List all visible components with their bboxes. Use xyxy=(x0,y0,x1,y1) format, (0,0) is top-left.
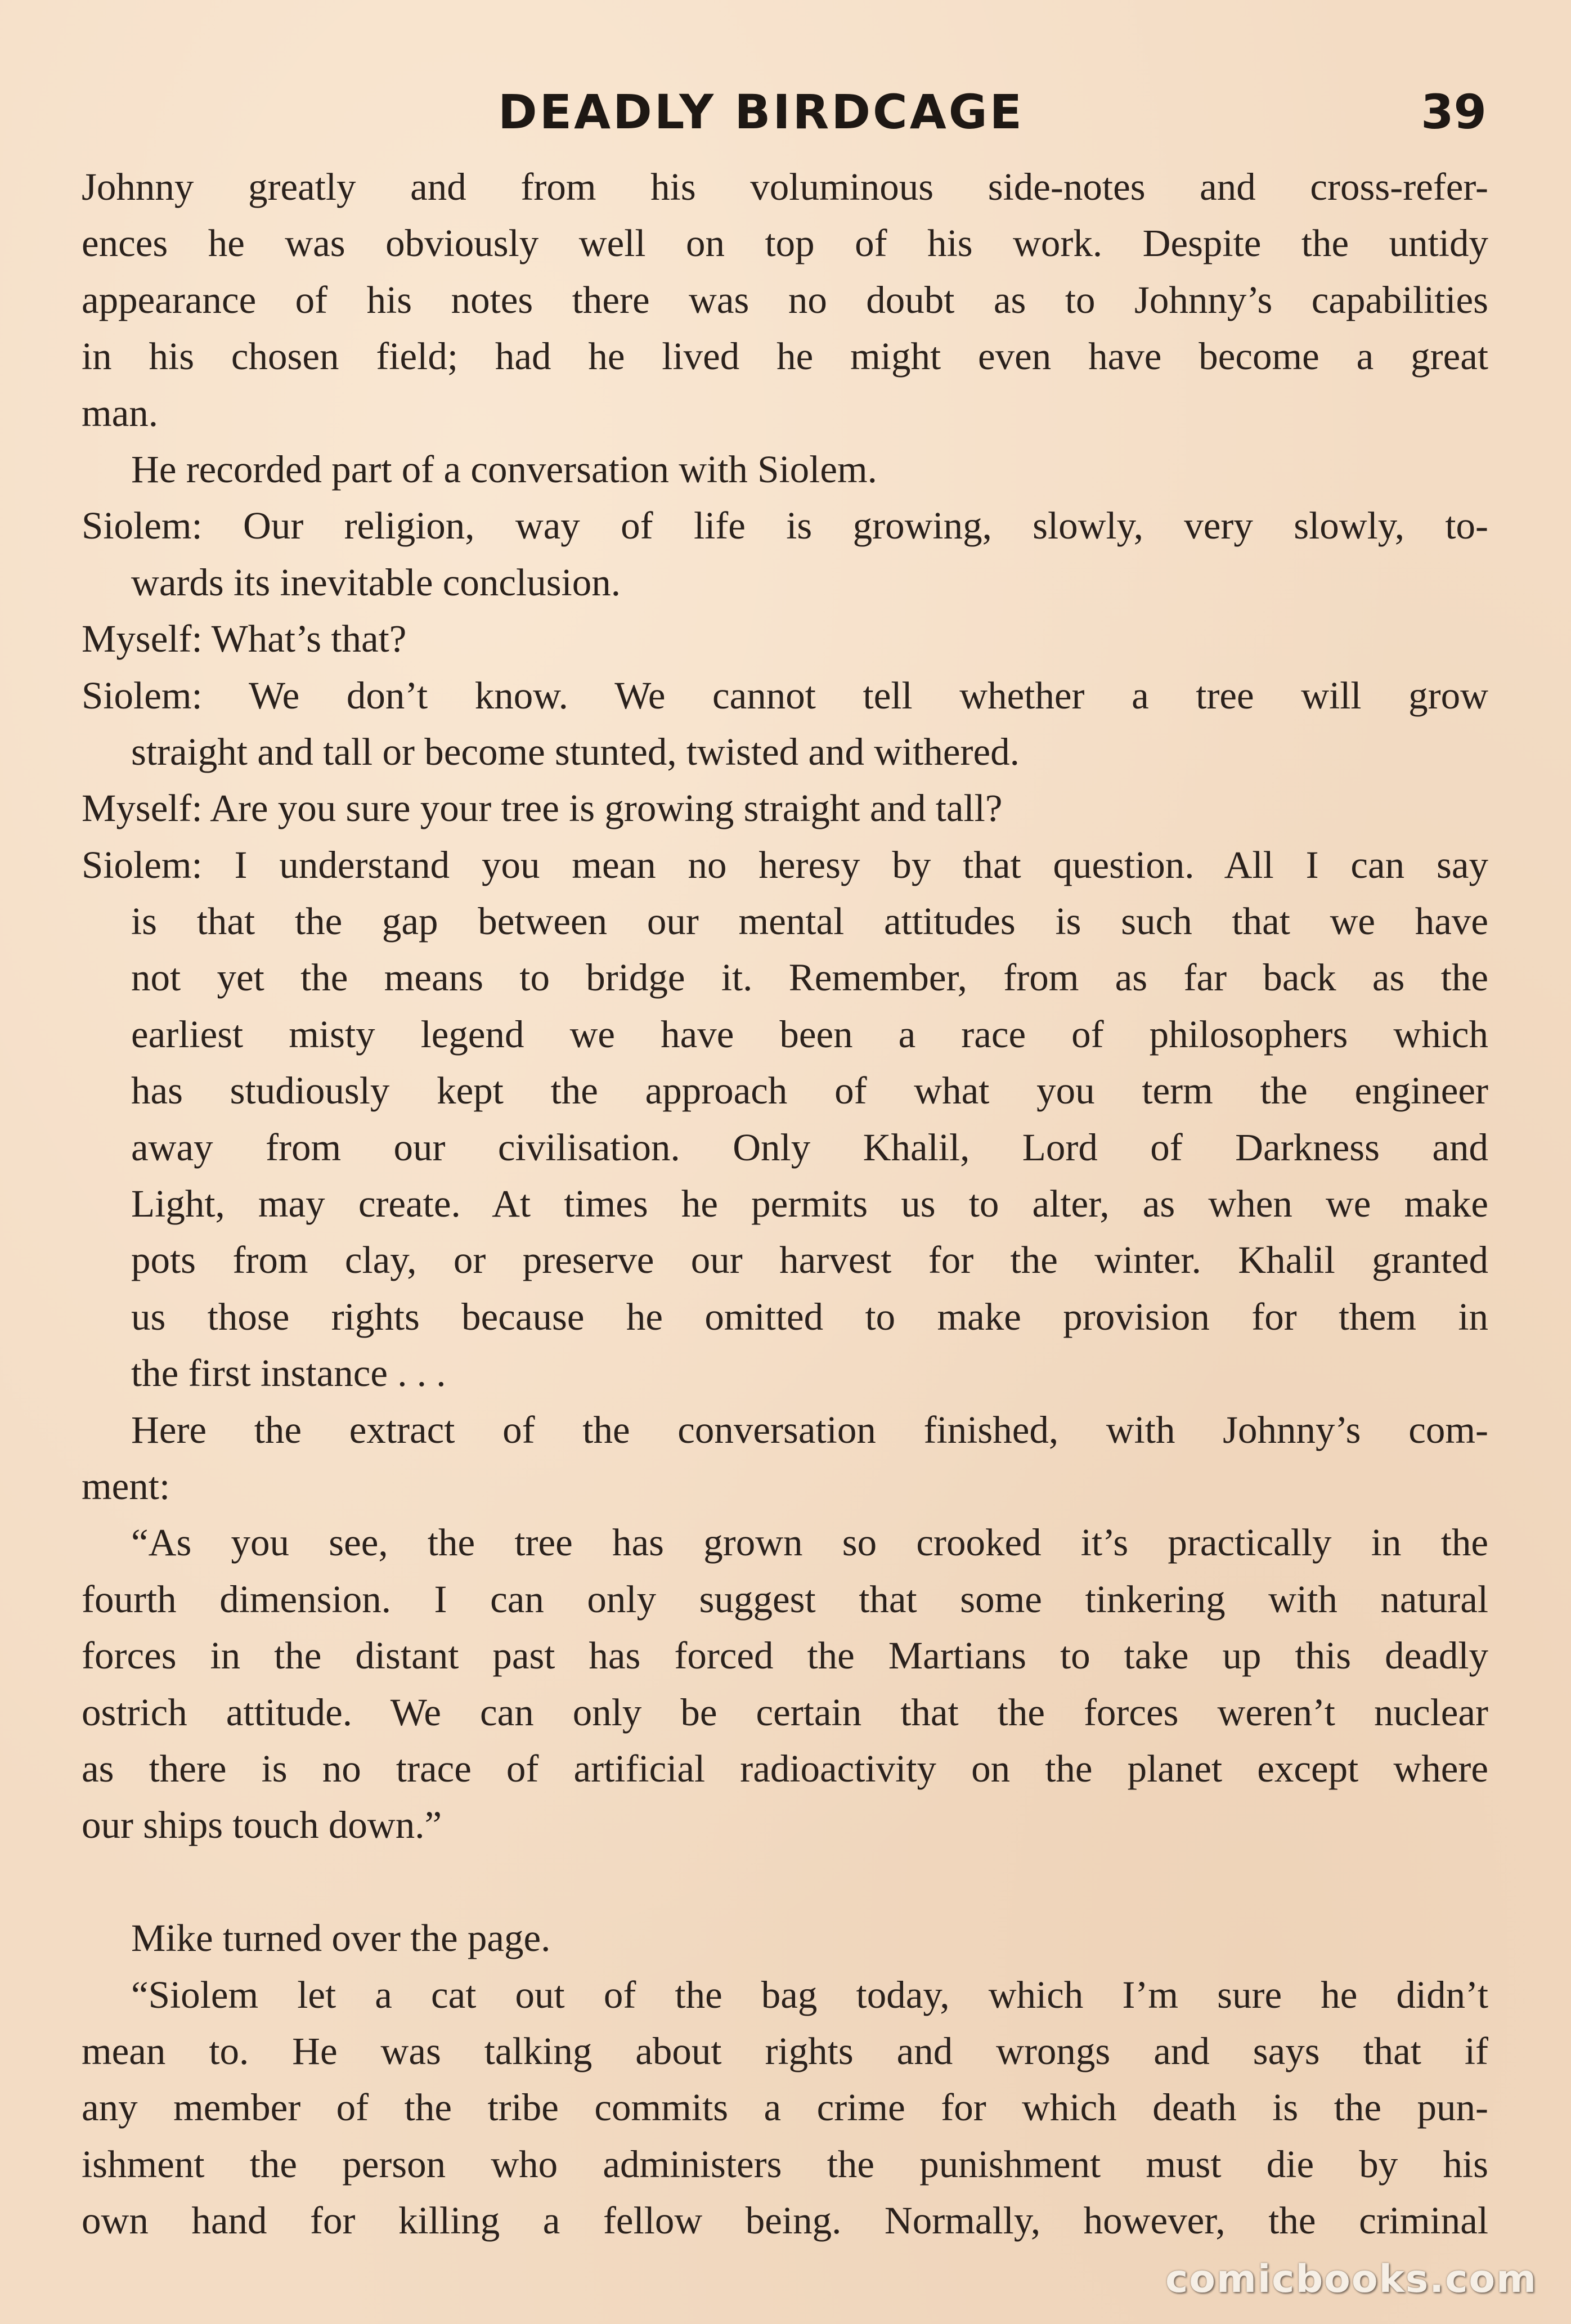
text-line: us those rights because he omitted to make provision for them in xyxy=(131,1295,1488,1338)
text-line: ostrich attitude. We can only be certain that the forces weren’t nuclear xyxy=(82,1690,1488,1734)
blank-line xyxy=(82,1854,1488,1910)
text-line: not yet the means to bridge it. Remember, from as far back as the xyxy=(131,956,1488,999)
text-line: mean to. He was talking about rights and wrongs and says that if xyxy=(82,2029,1488,2072)
text-line: earliest misty legend we have been a race of philosophers which xyxy=(131,1012,1488,1056)
text-line: any member of the tribe commits a crime for which death is the pun- xyxy=(82,2086,1488,2129)
text-line: man. xyxy=(82,391,159,434)
text-line: He recorded part of a conversation with Siolem. xyxy=(131,447,877,491)
text-line: forces in the distant past has forced the Martians to take up this deadly xyxy=(82,1634,1488,1677)
page-number: 39 xyxy=(1421,84,1487,140)
text-line: Here the extract of the conversation finished, with Johnny’s com- xyxy=(131,1408,1488,1451)
text-line: ment: xyxy=(82,1464,170,1508)
text-line: Siolem: We don’t know. We cannot tell whether a tree will grow xyxy=(82,674,1488,717)
text-line: has studiously kept the approach of what you term the engineer xyxy=(131,1069,1488,1112)
text-line: ences he was obviously well on top of his work. Despite the untidy xyxy=(82,222,1488,265)
running-title: DEADLY BIRDCAGE xyxy=(498,84,1025,140)
text-line: fourth dimension. I can only suggest that some tinkering with natural xyxy=(82,1577,1488,1621)
page-header xyxy=(0,84,1571,141)
text-line: own hand for killing a fellow being. Normally, however, the criminal xyxy=(82,2199,1488,2242)
text-line: “As you see, the tree has grown so crooked it’s practically in the xyxy=(131,1521,1488,1564)
text-line: is that the gap between our mental attitudes is such that we have xyxy=(131,900,1488,943)
text-line: Myself: Are you sure your tree is growing straight and tall? xyxy=(82,787,1003,830)
text-line: as there is no trace of artificial radioactivity on the planet except where xyxy=(82,1747,1488,1790)
text-line: in his chosen field; had he lived he might even have become a great xyxy=(82,335,1488,378)
text-line: our ships touch down.” xyxy=(82,1803,442,1847)
text-line: away from our civilisation. Only Khalil, Lord of Darkness and xyxy=(131,1125,1488,1169)
text-line: Light, may create. At times he permits us to alter, as when we make xyxy=(131,1182,1488,1226)
text-line: Siolem: Our religion, way of life is growing, slowly, very slowly, to- xyxy=(82,504,1488,548)
watermark: comicbooks.com xyxy=(1165,2257,1537,2301)
text-line: wards its inevitable conclusion. xyxy=(131,560,621,604)
text-line: Johnny greatly and from his voluminous side-notes and cross-refer- xyxy=(82,165,1488,208)
text-line: the first instance . . . xyxy=(131,1352,446,1395)
text-line: pots from clay, or preserve our harvest for the winter. Khalil granted xyxy=(131,1239,1488,1282)
text-line: “Siolem let a cat out of the bag today, which I’m sure he didn’t xyxy=(131,1973,1488,2016)
text-line: ishment the person who administers the punishment must die by his xyxy=(82,2142,1488,2186)
text-line: appearance of his notes there was no doubt as to Johnny’s capabilities xyxy=(82,278,1488,321)
text-line: Siolem: I understand you mean no heresy by that question. All I can say xyxy=(82,843,1488,886)
text-line: Myself: What’s that? xyxy=(82,617,407,661)
body-text xyxy=(82,159,1488,2249)
text-line: Mike turned over the page. xyxy=(131,1917,551,1960)
text-line: straight and tall or become stunted, twisted and withered. xyxy=(131,730,1020,773)
